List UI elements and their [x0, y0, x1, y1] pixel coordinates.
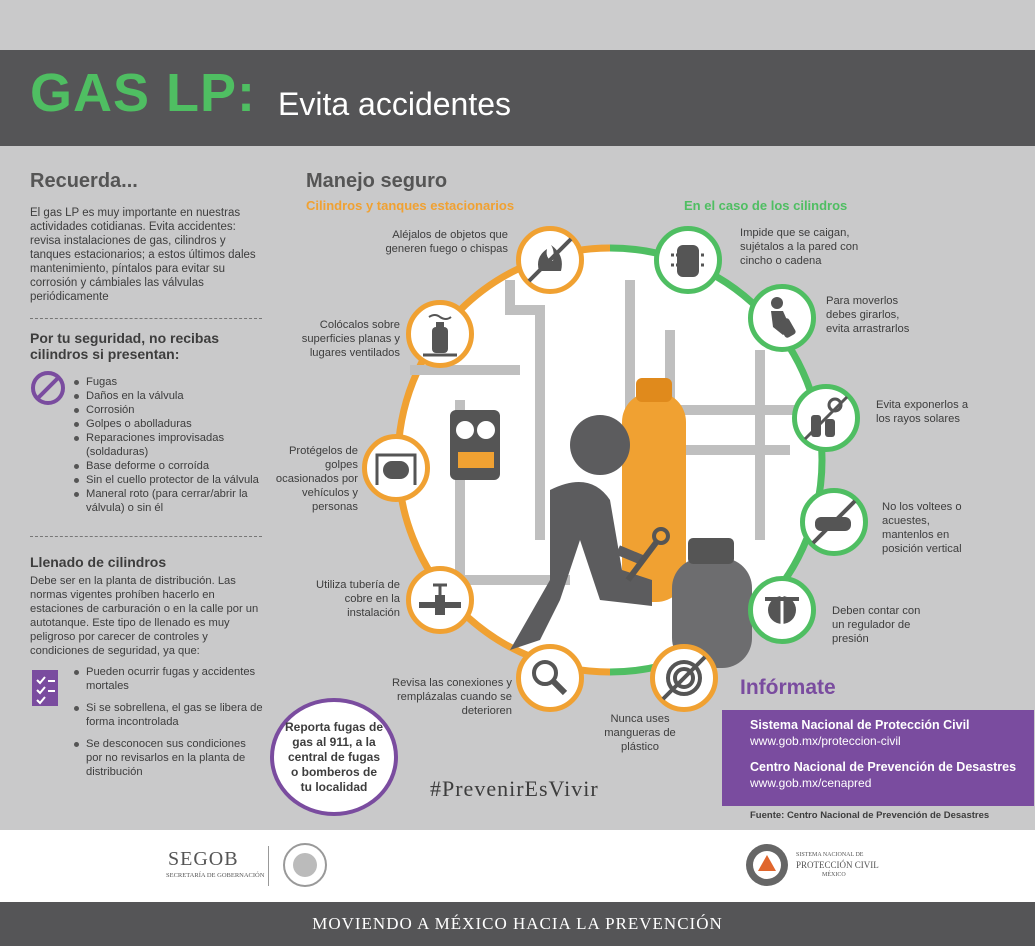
- recuerda-heading: Recuerda...: [30, 170, 138, 192]
- seguridad-heading: Por tu seguridad, no recibas cilindros si presentan:: [30, 330, 220, 362]
- sun-cylinder-icon: [792, 384, 860, 452]
- list-item: Golpes o abolladuras: [74, 417, 264, 431]
- top-strip: [0, 0, 1035, 50]
- list-item: Pueden ocurrir fugas y accidentes mortales: [74, 665, 264, 693]
- llenado-heading: Llenado de cilindros: [30, 554, 167, 570]
- divider-2: [30, 536, 262, 537]
- seguridad-list: [74, 375, 264, 515]
- manejo-sub-right: En el caso de los cilindros: [684, 198, 848, 213]
- manejo-sub-left: Cilindros y tanques estacionarios: [306, 198, 515, 213]
- chained-cylinder-icon: [654, 226, 722, 294]
- list-item: Se desconocen sus condiciones por no revisarlos en la planta de distribución: [74, 737, 264, 779]
- label-tuberia: Utiliza tubería de cobre en la instalación: [316, 579, 400, 619]
- segob-sub: SECRETARÍA DE GOBERNACIÓN: [166, 872, 265, 879]
- copper-pipe-icon: [406, 566, 474, 634]
- label-girarlos: Para moverlos debes girarlos, evita arrastrarlos: [826, 295, 910, 335]
- regulator-icon: [748, 576, 816, 644]
- coat-of-arms-icon: [282, 842, 328, 893]
- llenado-list: [74, 665, 264, 779]
- label-regulador: Deben contar con un regulador de presión: [832, 605, 921, 645]
- label-golpes: Protégelos de golpes ocasionados por vehículos y personas: [275, 445, 358, 513]
- list-item: Sin el cuello protector de la válvula: [74, 473, 264, 487]
- org2: Centro Nacional de Prevención de Desastres: [750, 760, 1017, 774]
- pc-line2: PROTECCIÓN CIVIL: [796, 860, 879, 870]
- prohibited-icon: [30, 370, 66, 411]
- rolling-cylinder-icon: [748, 284, 816, 352]
- recuerda-text: El gas LP es muy importante en nuestras actividades cotidianas. Evita accidentes: revisa instalaciones de gas, cilindros y tanques estacionarios; a estos últimos dales mantenimiento, píntalos para evitar su corrosión y cámbiales las válvulas periódicamente: [30, 207, 256, 303]
- title-main: GAS LP:: [30, 63, 257, 123]
- no-plastic-hose-icon: [650, 644, 718, 712]
- no-horizontal-icon: [800, 488, 868, 556]
- label-superficies: Colócalos sobre superficies planas y lugares ventilados: [301, 319, 400, 359]
- protection-icon: [362, 434, 430, 502]
- informate-heading: Infórmate: [740, 676, 836, 699]
- llenado-text: Debe ser en la planta de distribución. Las normas vigentes prohíben hacerlo en estaciones de carburación o en la calle por un autotanque. Este tipo de llenado es muy peligroso por carecer de controles y condiciones de seguridad, ya que:: [30, 575, 259, 657]
- url2[interactable]: www.gob.mx/cenapred: [750, 776, 872, 790]
- title-sub: Evita accidentes: [278, 86, 512, 122]
- proteccion-civil-icon: [744, 842, 790, 893]
- checklist-icon: [30, 668, 62, 713]
- label-fuego: Aléjalos de objetos que generen fuego o chispas: [385, 229, 508, 255]
- logo-divider: [268, 846, 269, 886]
- segob-logo: SEGOB: [168, 848, 239, 870]
- list-item: Reparaciones improvisadas (soldaduras): [74, 431, 264, 459]
- fire-icon: [516, 226, 584, 294]
- manejo-heading: Manejo seguro: [306, 170, 448, 192]
- fuente: Fuente: Centro Nacional de Prevención de Desastres: [750, 810, 990, 821]
- footer-slogan: MOVIENDO A MÉXICO HACIA LA PREVENCIÓN: [312, 914, 723, 933]
- list-item: Si se sobrellena, el gas se libera de forma incontrolada: [74, 701, 264, 729]
- url1[interactable]: www.gob.mx/proteccion-civil: [750, 734, 901, 748]
- footer-logos: [0, 830, 1035, 902]
- ventilated-cylinder-icon: [406, 300, 474, 368]
- pc-line1: SISTEMA NACIONAL DE: [796, 852, 864, 858]
- list-item: Maneral roto (para cerrar/abrir la válvula) o sin él: [74, 487, 264, 515]
- hashtag: #PrevenirEsVivir: [430, 776, 599, 801]
- divider-1: [30, 318, 262, 319]
- label-cincho: Impide que se caigan, sujétalos a la pared con cincho o cadena: [740, 227, 859, 267]
- reporta-badge: Reporta fugas de gas al 911, a la central de fugas o bomberos de tu localidad: [270, 698, 398, 816]
- label-rayos: Evita exponerlos a los rayos solares: [876, 399, 969, 425]
- pc-line3: MÉXICO: [822, 872, 846, 878]
- label-conexiones: Revisa las conexiones y remplázalas cuando se deterioren: [391, 677, 512, 717]
- org1: Sistema Nacional de Protección Civil: [750, 718, 970, 732]
- list-item: Base deforme o corroída: [74, 459, 264, 473]
- label-vertical: No los voltees o acuestes, mantenlos en posición vertical: [882, 501, 962, 555]
- label-mangueras: Nunca uses mangueras de plástico: [604, 713, 676, 753]
- list-item: Daños en la válvula: [74, 389, 264, 403]
- list-item: Corrosión: [74, 403, 264, 417]
- list-item: Fugas: [74, 375, 264, 389]
- magnifier-icon: [516, 644, 584, 712]
